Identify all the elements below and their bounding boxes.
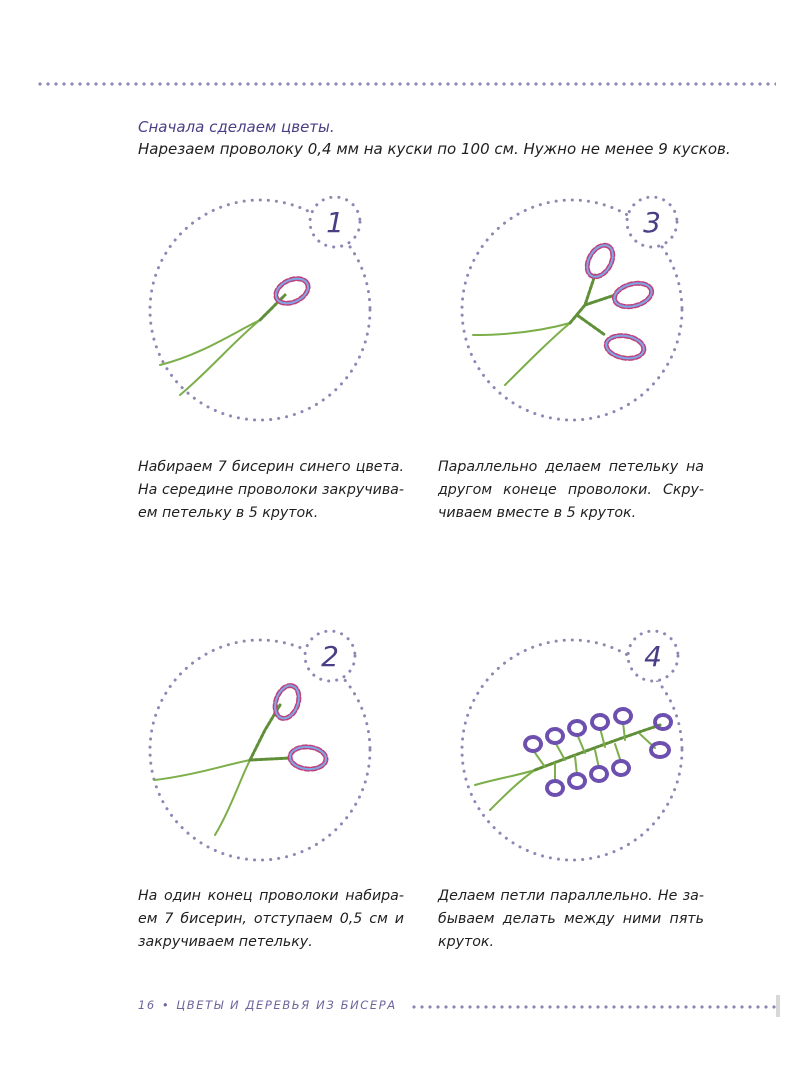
step-4-number: 4 [644,640,662,673]
step-3-illustration [455,195,705,425]
top-dotted-rule [36,82,776,86]
intro-title: Сначала сделаем цветы. [138,118,335,136]
step-1-number: 1 [326,206,344,239]
step-1-caption: Набираем 7 бисерин синего цвета. На середине проволоки закручива-ем петельку в 5 круток. [138,459,404,521]
step-2-caption: На один конец проволоки набира-ем 7 бисерин, отступаем 0,5 см и закручиваем петельку. [138,888,404,950]
footer-separator: • [161,998,171,1012]
step-4 [455,630,705,870]
bead-flower-pair-icon [155,682,327,835]
step-2-illustration [140,630,390,870]
page-footer [138,998,397,1012]
step-2-number: 2 [321,640,339,673]
step-4-caption: Делаем петли параллельно. Не за-бываем делать между ними пять круток. [438,888,704,950]
step-1 [140,195,390,425]
bead-branch-icon [473,241,654,385]
step-2 [140,630,390,870]
step-1-illustration [140,195,390,425]
intro-text: Нарезаем проволоку 0,4 мм на куски по 100 см. Нужно не менее 9 кусков. [138,140,731,158]
step-3-caption: Параллельно делаем петельку на другом конеце проволоки. Скру-чиваем вместе в 5 круток. [438,459,704,521]
bead-flower-icon [160,274,312,395]
step-3 [455,195,705,425]
footer-dotted-rule [410,1005,778,1009]
page-number: 16 [138,998,156,1012]
bead-sprig-icon [475,709,671,810]
book-title: ЦВЕТЫ И ДЕРЕВЬЯ ИЗ БИСЕРА [176,998,397,1012]
step-4-illustration [455,630,705,870]
page-edge-marker [776,995,780,1017]
step-3-number: 3 [643,206,661,239]
